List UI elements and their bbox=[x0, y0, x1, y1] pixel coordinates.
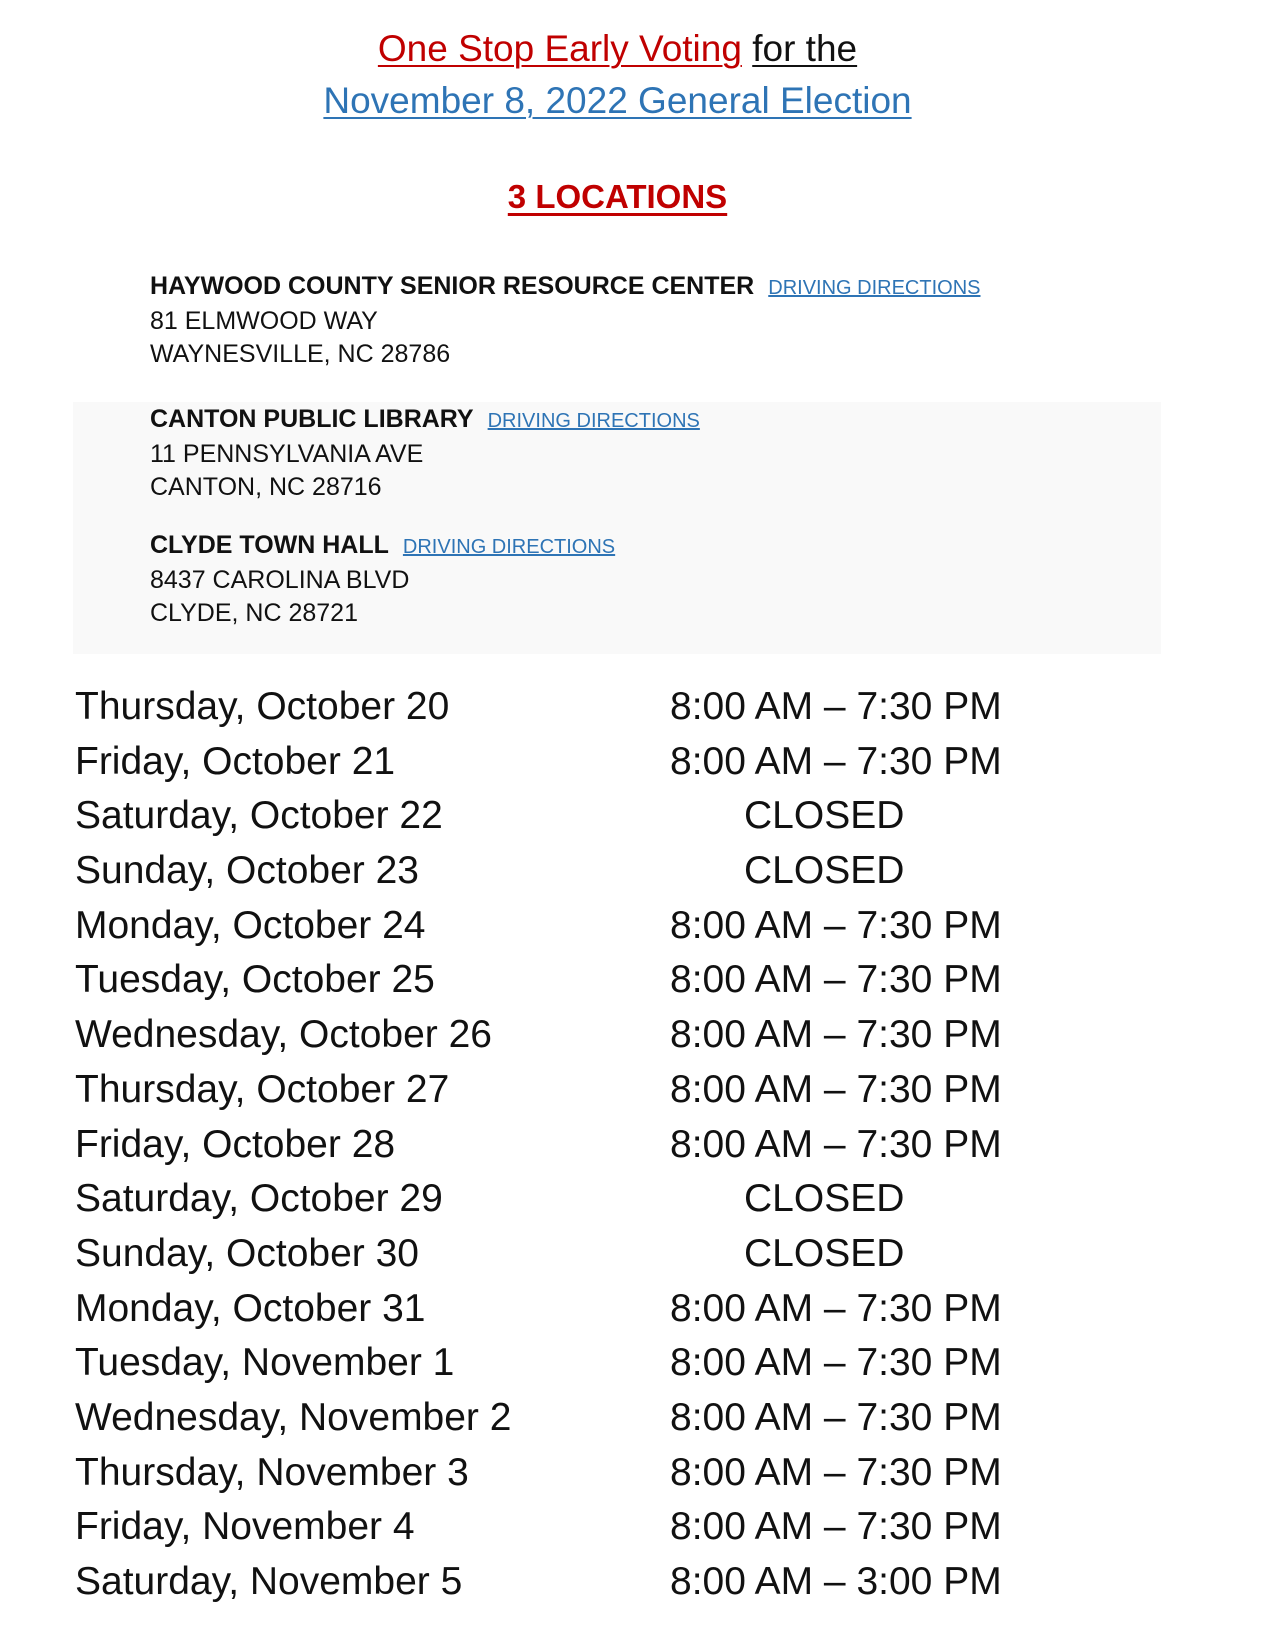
schedule-hours: 8:00 AM – 7:30 PM bbox=[670, 1013, 1002, 1057]
schedule-row bbox=[75, 1282, 1175, 1337]
schedule-hours: 8:00 AM – 7:30 PM bbox=[670, 1450, 1002, 1494]
schedule-row bbox=[75, 844, 1175, 899]
schedule-row bbox=[75, 1118, 1175, 1173]
schedule-list bbox=[75, 680, 1175, 1610]
schedule-row bbox=[75, 1227, 1175, 1282]
schedule-day: Friday, October 21 bbox=[75, 739, 396, 783]
schedule-row bbox=[75, 1008, 1175, 1063]
title-line-1 bbox=[0, 28, 1235, 70]
schedule-hours: 8:00 AM – 7:30 PM bbox=[670, 739, 1002, 783]
schedule-hours: 8:00 AM – 7:30 PM bbox=[670, 1341, 1002, 1385]
schedule-hours: CLOSED bbox=[744, 1177, 905, 1221]
locations-heading: 3 LOCATIONS bbox=[507, 178, 728, 215]
schedule-day: Friday, October 28 bbox=[75, 1122, 396, 1166]
schedule-hours: 8:00 AM – 7:30 PM bbox=[670, 1286, 1002, 1330]
schedule-day: Thursday, November 3 bbox=[75, 1450, 469, 1494]
schedule-day: Saturday, October 22 bbox=[75, 794, 443, 838]
location-name: HAYWOOD COUNTY SENIOR RESOURCE CENTER bbox=[150, 272, 755, 300]
schedule-day: Monday, October 31 bbox=[75, 1286, 426, 1330]
schedule-hours: 8:00 AM – 7:30 PM bbox=[670, 1122, 1002, 1166]
schedule-row bbox=[75, 1336, 1175, 1391]
location-canton bbox=[150, 403, 700, 504]
schedule-day: Monday, October 24 bbox=[75, 903, 426, 947]
schedule-day: Friday, November 4 bbox=[75, 1505, 415, 1549]
schedule-row bbox=[75, 1172, 1175, 1227]
schedule-hours: CLOSED bbox=[744, 794, 905, 838]
schedule-row bbox=[75, 953, 1175, 1008]
schedule-row bbox=[75, 680, 1175, 735]
schedule-row bbox=[75, 1446, 1175, 1501]
location-address: 11 PENNSYLVANIA AVE bbox=[150, 440, 424, 468]
schedule-row bbox=[75, 735, 1175, 790]
schedule-row bbox=[75, 1391, 1175, 1446]
schedule-day: Wednesday, October 26 bbox=[75, 1013, 492, 1057]
schedule-hours: 8:00 AM – 7:30 PM bbox=[670, 685, 1002, 728]
election-title: November 8, 2022 General Election bbox=[323, 80, 912, 121]
schedule-day: Tuesday, October 25 bbox=[75, 958, 435, 1002]
schedule-hours: 8:00 AM – 7:30 PM bbox=[670, 958, 1002, 1002]
schedule-day: Sunday, October 23 bbox=[75, 849, 419, 893]
schedule-row bbox=[75, 1063, 1175, 1118]
title-early-voting: One Stop Early Voting bbox=[377, 28, 742, 69]
location-name: CANTON PUBLIC LIBRARY bbox=[150, 405, 474, 433]
schedule-day: Saturday, November 5 bbox=[75, 1560, 463, 1603]
location-city: CLYDE, NC 28721 bbox=[150, 599, 358, 627]
schedule-hours: 8:00 AM – 7:30 PM bbox=[670, 903, 1002, 947]
driving-directions-link[interactable]: DRIVING DIRECTIONS bbox=[487, 410, 700, 432]
schedule-row bbox=[75, 1500, 1175, 1555]
driving-directions-link[interactable]: DRIVING DIRECTIONS bbox=[402, 536, 616, 558]
schedule-day: Saturday, October 29 bbox=[75, 1177, 443, 1221]
schedule-hours: 8:00 AM – 7:30 PM bbox=[670, 1505, 1002, 1549]
location-clyde bbox=[150, 529, 615, 630]
schedule-row bbox=[75, 1555, 1175, 1610]
schedule-row bbox=[75, 789, 1175, 844]
schedule-hours: 8:00 AM – 3:00 PM bbox=[670, 1560, 1002, 1603]
schedule-hours: 8:00 AM – 7:30 PM bbox=[670, 1395, 1002, 1439]
location-haywood bbox=[150, 270, 981, 371]
schedule-hours: CLOSED bbox=[744, 1231, 905, 1275]
schedule-day: Sunday, October 30 bbox=[75, 1231, 419, 1275]
driving-directions-link[interactable]: DRIVING DIRECTIONS bbox=[768, 277, 981, 299]
schedule-day: Thursday, October 20 bbox=[75, 685, 450, 728]
location-city: CANTON, NC 28716 bbox=[150, 473, 382, 501]
title-for-the: for the bbox=[752, 28, 858, 69]
location-address: 81 ELMWOOD WAY bbox=[150, 307, 378, 335]
schedule-day: Wednesday, November 2 bbox=[75, 1395, 512, 1439]
schedule-row bbox=[75, 899, 1175, 954]
schedule-day: Thursday, October 27 bbox=[75, 1067, 450, 1111]
schedule-hours: CLOSED bbox=[744, 849, 905, 893]
schedule-day: Tuesday, November 1 bbox=[75, 1341, 455, 1385]
location-name: CLYDE TOWN HALL bbox=[150, 531, 389, 559]
location-address: 8437 CAROLINA BLVD bbox=[150, 566, 410, 594]
location-city: WAYNESVILLE, NC 28786 bbox=[150, 340, 451, 368]
schedule-hours: 8:00 AM – 7:30 PM bbox=[670, 1067, 1002, 1111]
